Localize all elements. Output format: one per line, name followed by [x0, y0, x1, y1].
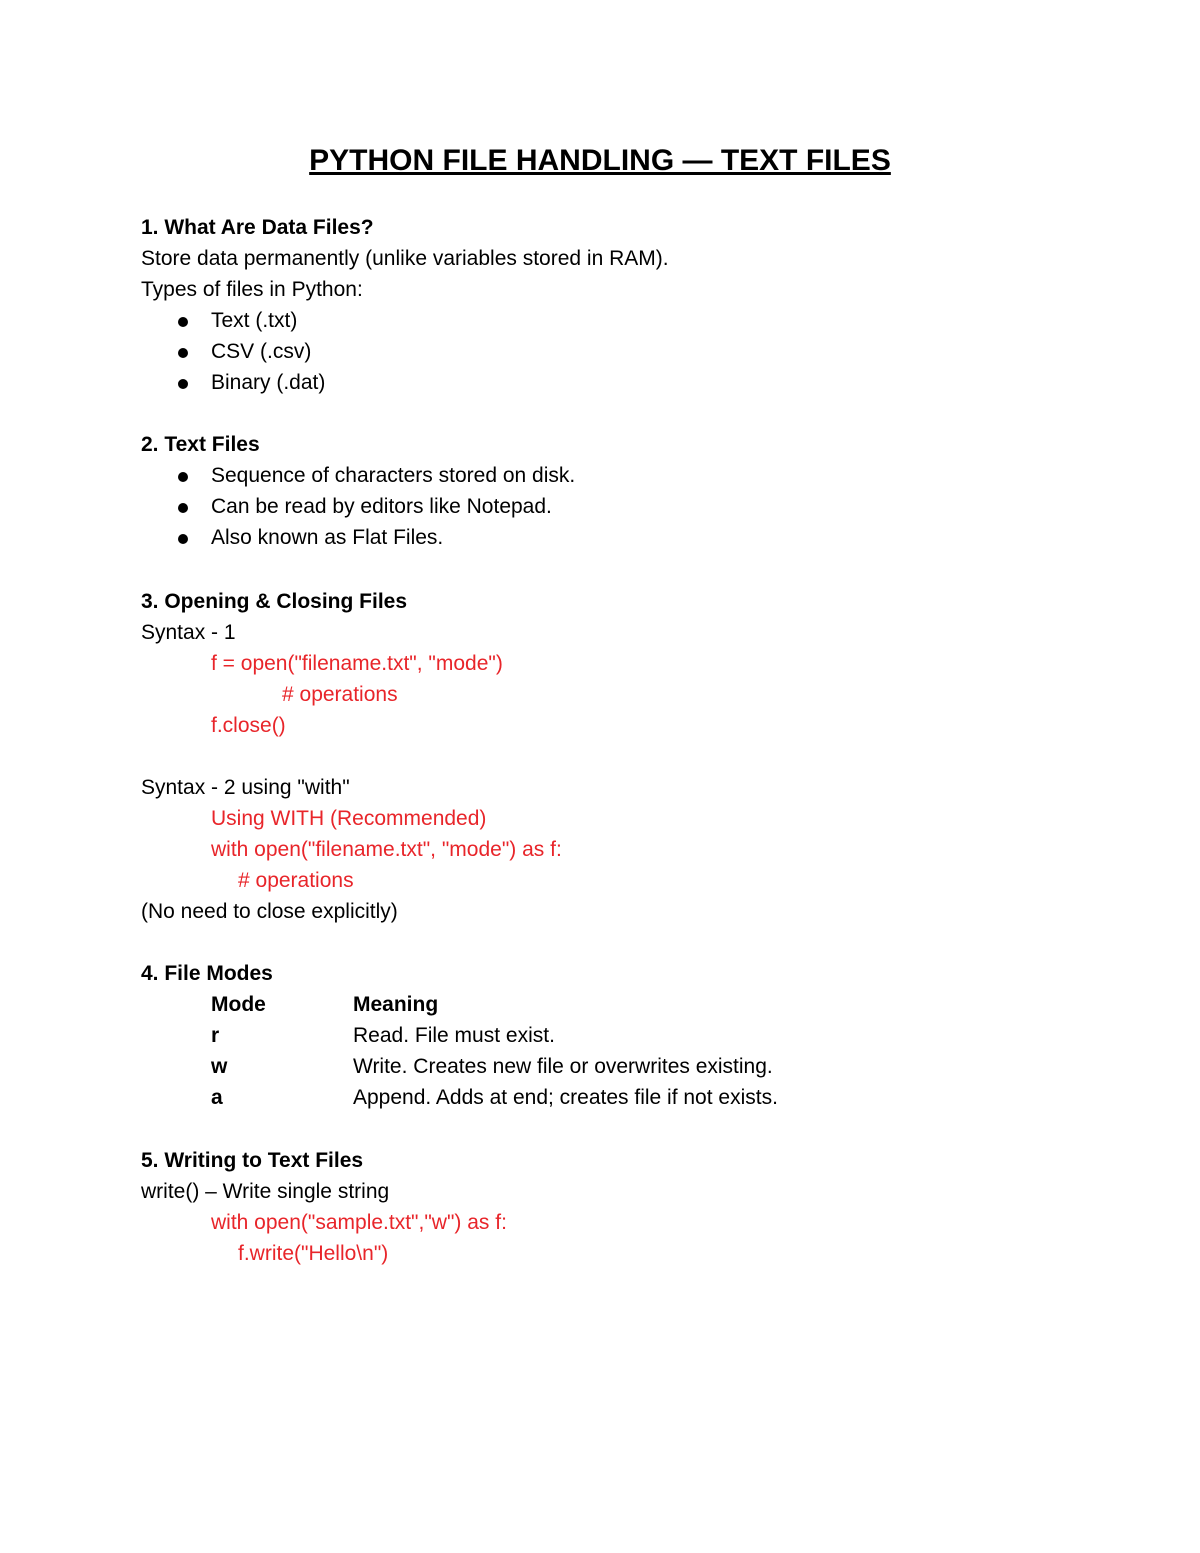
- list-item: Sequence of characters stored on disk.: [211, 464, 576, 487]
- section-4-heading: 4. File Modes: [141, 962, 273, 985]
- code-line: # operations: [282, 683, 398, 706]
- table-header-meaning: Meaning: [353, 993, 439, 1016]
- code-line: f.close(): [211, 714, 286, 737]
- list-item: CSV (.csv): [211, 340, 312, 363]
- code-line: with open("filename.txt", "mode") as f:: [211, 838, 562, 861]
- table-header-mode: Mode: [211, 993, 266, 1016]
- code-line: Using WITH (Recommended): [211, 807, 487, 830]
- section-5-heading: 5. Writing to Text Files: [141, 1149, 364, 1172]
- table-cell-mode: a: [211, 1086, 223, 1109]
- table-cell-meaning: Append. Adds at end; creates file if not exists.: [353, 1086, 778, 1109]
- list-item: Text (.txt): [211, 309, 298, 332]
- section-1-types-label: Types of files in Python:: [141, 278, 363, 301]
- table-cell-mode: w: [211, 1055, 228, 1078]
- table-cell-mode: r: [211, 1024, 220, 1047]
- bullet-icon: [178, 348, 188, 358]
- bullet-icon: [178, 317, 188, 327]
- table-cell-meaning: Write. Creates new file or overwrites existing.: [353, 1055, 773, 1078]
- table-cell-meaning: Read. File must exist.: [353, 1024, 555, 1047]
- list-item: Binary (.dat): [211, 371, 326, 394]
- list-item: Can be read by editors like Notepad.: [211, 495, 552, 518]
- section-1-text: Store data permanently (unlike variables stored in RAM).: [141, 247, 669, 270]
- code-line: with open("sample.txt","w") as f:: [211, 1211, 507, 1234]
- syntax-2-label: Syntax - 2 using "with": [141, 776, 350, 799]
- section-2-heading: 2. Text Files: [141, 433, 260, 456]
- write-description: write() – Write single string: [141, 1180, 390, 1203]
- bullet-icon: [178, 472, 188, 482]
- code-line: f = open("filename.txt", "mode"): [211, 652, 503, 675]
- bullet-icon: [178, 379, 188, 389]
- syntax-1-label: Syntax - 1: [141, 621, 236, 644]
- section-3-heading: 3. Opening & Closing Files: [141, 590, 408, 613]
- syntax-2-note: (No need to close explicitly): [141, 900, 398, 923]
- bullet-icon: [178, 503, 188, 513]
- code-line: f.write("Hello\n"): [238, 1242, 389, 1265]
- bullet-icon: [178, 534, 188, 544]
- list-item: Also known as Flat Files.: [211, 526, 444, 549]
- code-line: # operations: [238, 869, 354, 892]
- page-title: PYTHON FILE HANDLING — TEXT FILES: [309, 144, 891, 177]
- section-1-heading: 1. What Are Data Files?: [141, 216, 374, 239]
